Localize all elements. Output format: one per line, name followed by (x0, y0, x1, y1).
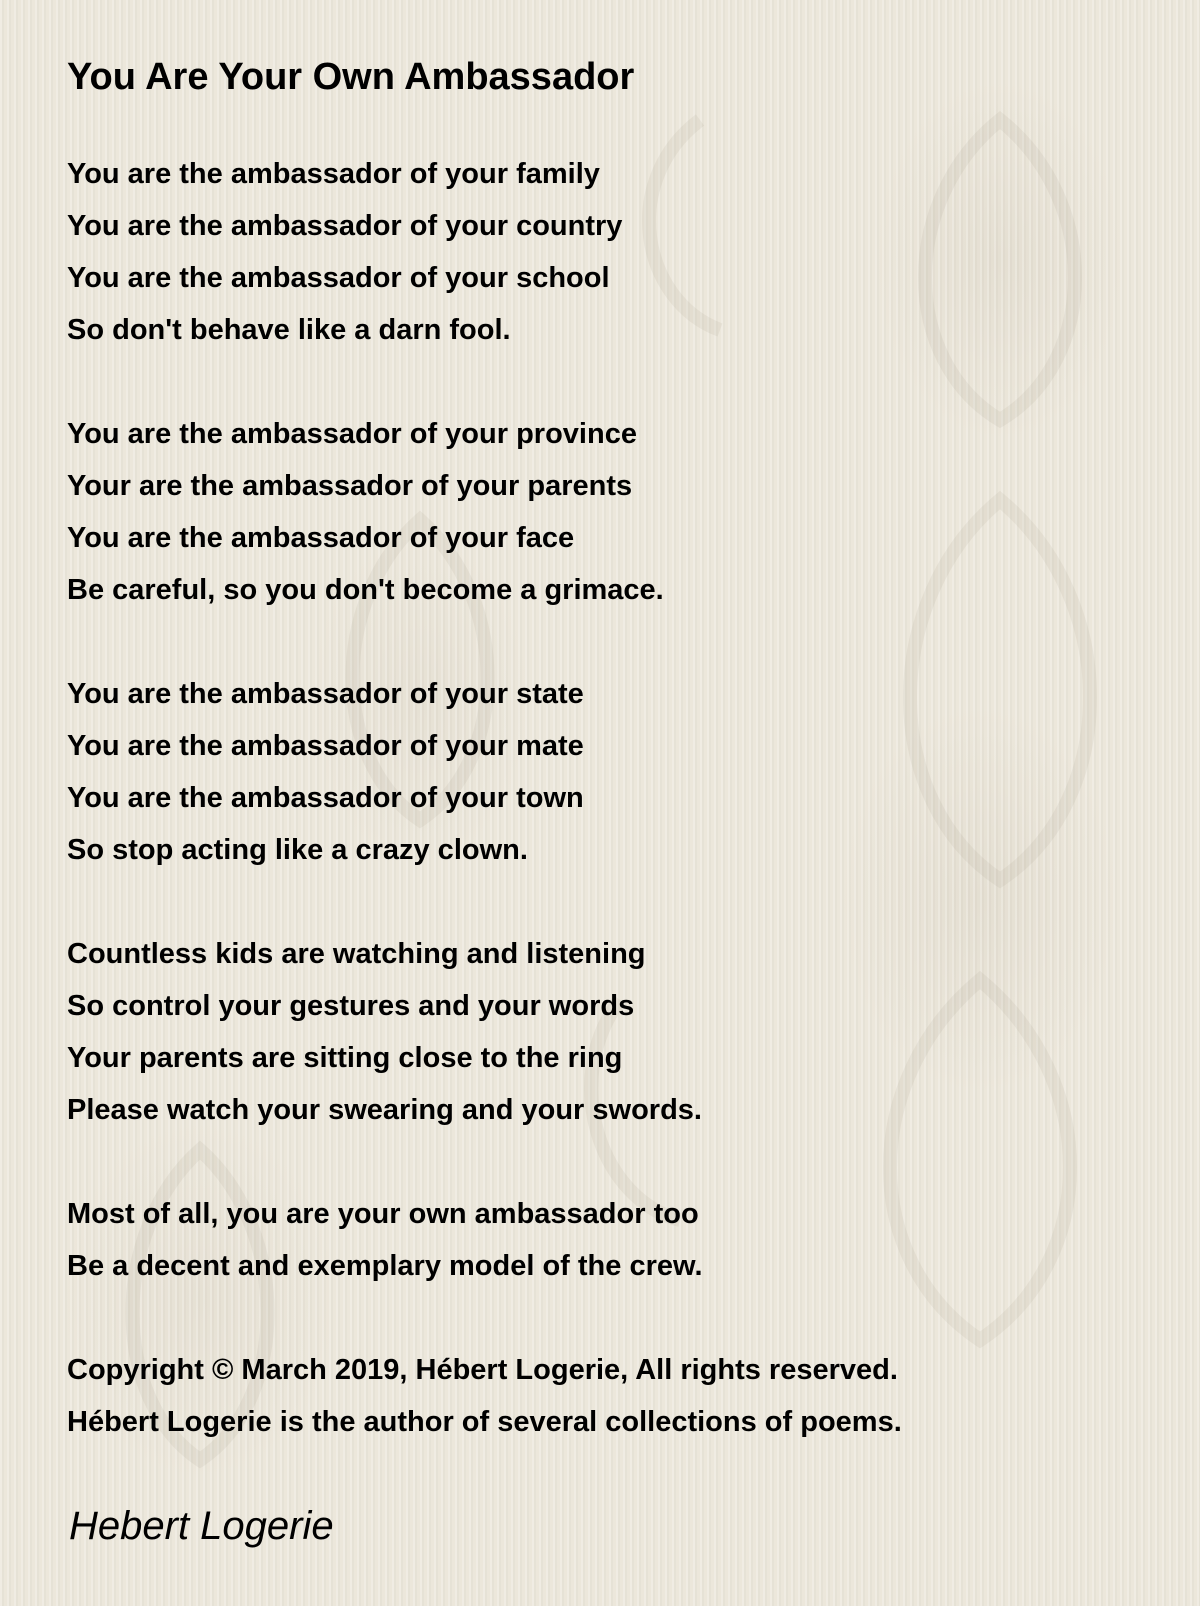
poem-line: Your are the ambassador of your parents (67, 470, 633, 502)
poem-line: Countless kids are watching and listening (67, 938, 646, 970)
stanza (67, 408, 1147, 616)
poem-line: You are the ambassador of your family (67, 158, 600, 190)
poem-line: So control your gestures and your words (67, 990, 635, 1022)
stanza (67, 1188, 1147, 1292)
poem-line: You are the ambassador of your mate (67, 730, 584, 762)
poem-line: You are the ambassador of your face (67, 522, 575, 554)
author-bio-line: Hébert Logerie is the author of several collections of poems. (67, 1406, 902, 1438)
poem-line: You are the ambassador of your state (67, 678, 584, 710)
poem-line: Be a decent and exemplary model of the crew. (67, 1250, 703, 1282)
poem-line: You are the ambassador of your town (67, 782, 584, 814)
poem-line: So don't behave like a darn fool. (67, 314, 511, 346)
poem-line: Your parents are sitting close to the ring (67, 1042, 623, 1074)
copyright-notice (67, 1344, 1147, 1448)
stanza (67, 668, 1147, 876)
author-signature: Hebert Logerie (69, 1504, 334, 1548)
poem-line: Be careful, so you don't become a grimace. (67, 574, 664, 606)
stanza (67, 928, 1147, 1136)
copyright-line: Copyright © March 2019, Hébert Logerie, All rights reserved. (67, 1354, 898, 1386)
poem-line: You are the ambassador of your school (67, 262, 610, 294)
poem-line: You are the ambassador of your province (67, 418, 637, 450)
poem-body (67, 148, 1147, 1448)
poem-line: Please watch your swearing and your swords. (67, 1094, 702, 1126)
poem-container (67, 48, 1147, 1552)
stanza (67, 148, 1147, 356)
poem-title: You Are Your Own Ambassador (67, 56, 635, 98)
poem-line: Most of all, you are your own ambassador too (67, 1198, 699, 1230)
poem-line: So stop acting like a crazy clown. (67, 834, 528, 866)
poem-line: You are the ambassador of your country (67, 210, 623, 242)
